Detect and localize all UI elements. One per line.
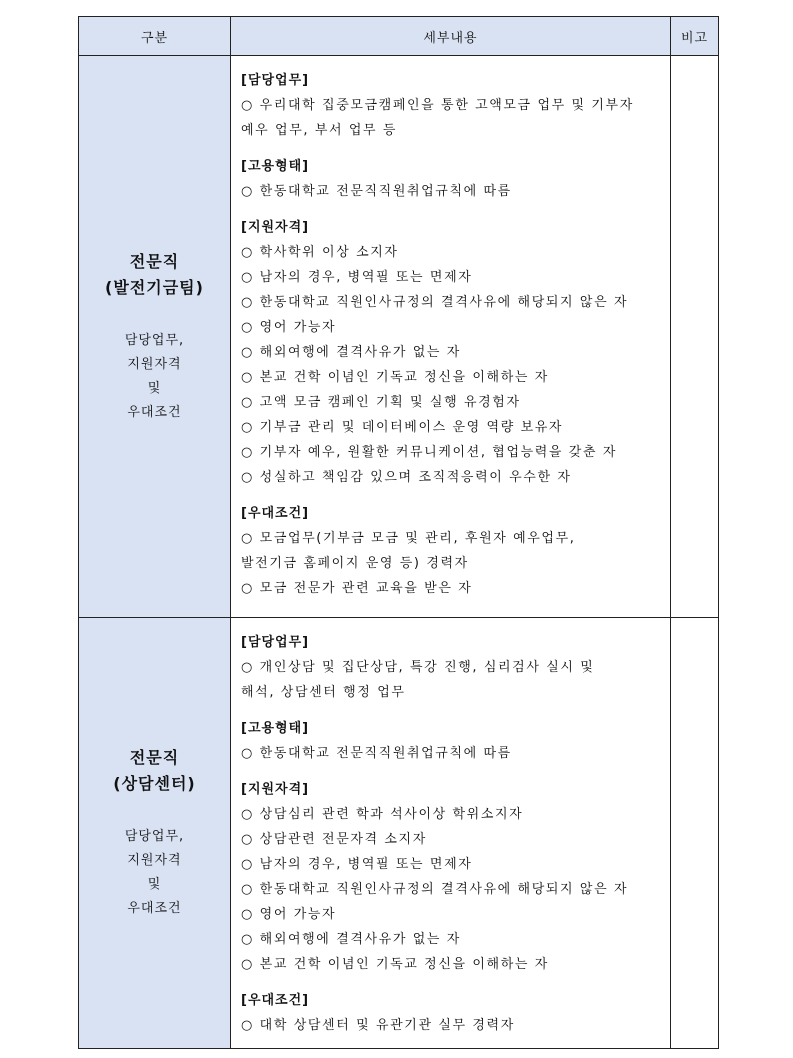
table-header-row (79, 17, 719, 56)
table-row (79, 56, 719, 618)
section-line: ○ 대학 상담센터 및 유관기관 실무 경력자 (241, 1018, 515, 1033)
section-title: [고용형태] (241, 721, 310, 736)
section-line: ○ 해외여행에 결격사유가 없는 자 (241, 345, 461, 360)
section-line: ○ 한동대학교 전문직직원취업규칙에 따름 (241, 746, 512, 761)
details-cell (231, 618, 671, 1049)
details-cell (231, 56, 671, 618)
detail-section (241, 630, 670, 705)
section-line: ○ 한동대학교 직원인사규정의 결격사유에 해당되지 않은 자 (241, 295, 629, 310)
detail-section (241, 716, 670, 766)
header-details: 세부내용 (231, 17, 671, 56)
department-name: (상담센터) (113, 774, 196, 793)
section-line: ○ 본교 건학 이념인 기독교 정신을 이해하는 자 (241, 370, 549, 385)
position-title: 전문직 (129, 748, 180, 767)
detail-section (241, 501, 670, 601)
detail-section (241, 68, 670, 143)
section-title: [우대조건] (241, 506, 310, 521)
category-subtitle-line: 지원자격 (127, 356, 182, 372)
section-line: ○ 한동대학교 직원인사규정의 결격사유에 해당되지 않은 자 (241, 882, 629, 897)
section-line: ○ 남자의 경우, 병역필 또는 면제자 (241, 270, 473, 285)
category-cell (79, 56, 231, 618)
category-cell (79, 618, 231, 1049)
position-title: 전문직 (129, 251, 180, 271)
section-title: [우대조건] (241, 993, 310, 1008)
section-line: ○ 본교 건학 이념인 기독교 정신을 이해하는 자 (241, 957, 549, 972)
section-line: ○ 남자의 경우, 병역필 또는 면제자 (241, 857, 473, 872)
section-line: ○ 성실하고 책임감 있으며 조직적응력이 우수한 자 (241, 470, 572, 485)
header-remarks: 비고 (671, 17, 719, 56)
job-posting-table (78, 16, 719, 1049)
category-subtitle-line: 담당업무, (124, 332, 185, 348)
detail-section (241, 988, 670, 1038)
section-line: 예우 업무, 부서 업무 등 (241, 123, 398, 138)
detail-section (241, 215, 670, 490)
section-line: ○ 상담관련 전문자격 소지자 (241, 832, 427, 847)
section-line: ○ 기부자 예우, 원활한 커뮤니케이션, 협업능력을 갖춘 자 (241, 445, 618, 460)
section-line: ○ 모금 전문가 관련 교육을 받은 자 (241, 581, 473, 596)
section-title: [담당업무] (241, 635, 310, 650)
section-line: ○ 우리대학 집중모금캠페인을 통한 고액모금 업무 및 기부자 (241, 98, 634, 113)
category-subtitle-line: 우대조건 (127, 404, 182, 420)
category-subtitle (79, 825, 230, 921)
department-name: (발전기금팀) (105, 277, 204, 297)
detail-section (241, 154, 670, 204)
section-line: ○ 고액 모금 캠페인 기획 및 실행 유경험자 (241, 395, 521, 410)
section-title: [지원자격] (241, 220, 310, 235)
section-line: ○ 모금업무(기부금 모금 및 관리, 후원자 예우업무, (241, 531, 576, 546)
section-line: 해석, 상담센터 행정 업무 (241, 685, 406, 700)
section-title: [고용형태] (241, 159, 310, 174)
category-subtitle-line: 지원자격 (127, 853, 182, 868)
section-line: ○ 개인상담 및 집단상담, 특강 진행, 심리검사 실시 및 (241, 660, 595, 675)
remarks-cell (671, 56, 719, 618)
section-line: ○ 영어 가능자 (241, 907, 337, 922)
section-line: ○ 해외여행에 결격사유가 없는 자 (241, 932, 461, 947)
category-subtitle-line: 담당업무, (124, 829, 185, 844)
header-category: 구분 (79, 17, 231, 56)
section-line: ○ 기부금 관리 및 데이터베이스 운영 역량 보유자 (241, 420, 564, 435)
section-line: ○ 한동대학교 전문직직원취업규칙에 따름 (241, 184, 512, 199)
section-line: ○ 상담심리 관련 학과 석사이상 학위소지자 (241, 807, 524, 822)
category-subtitle-line: 우대조건 (127, 901, 182, 916)
section-line: ○ 영어 가능자 (241, 320, 337, 335)
category-subtitle-line: 및 (147, 877, 162, 892)
section-title: [담당업무] (241, 73, 310, 88)
table-row (79, 618, 719, 1049)
category-subtitle (79, 329, 230, 425)
remarks-cell (671, 618, 719, 1049)
category-subtitle-line: 및 (147, 380, 162, 396)
section-line: ○ 학사학위 이상 소지자 (241, 245, 399, 260)
detail-section (241, 777, 670, 977)
section-line: 발전기금 홈페이지 운영 등) 경력자 (241, 556, 469, 571)
section-title: [지원자격] (241, 782, 310, 797)
